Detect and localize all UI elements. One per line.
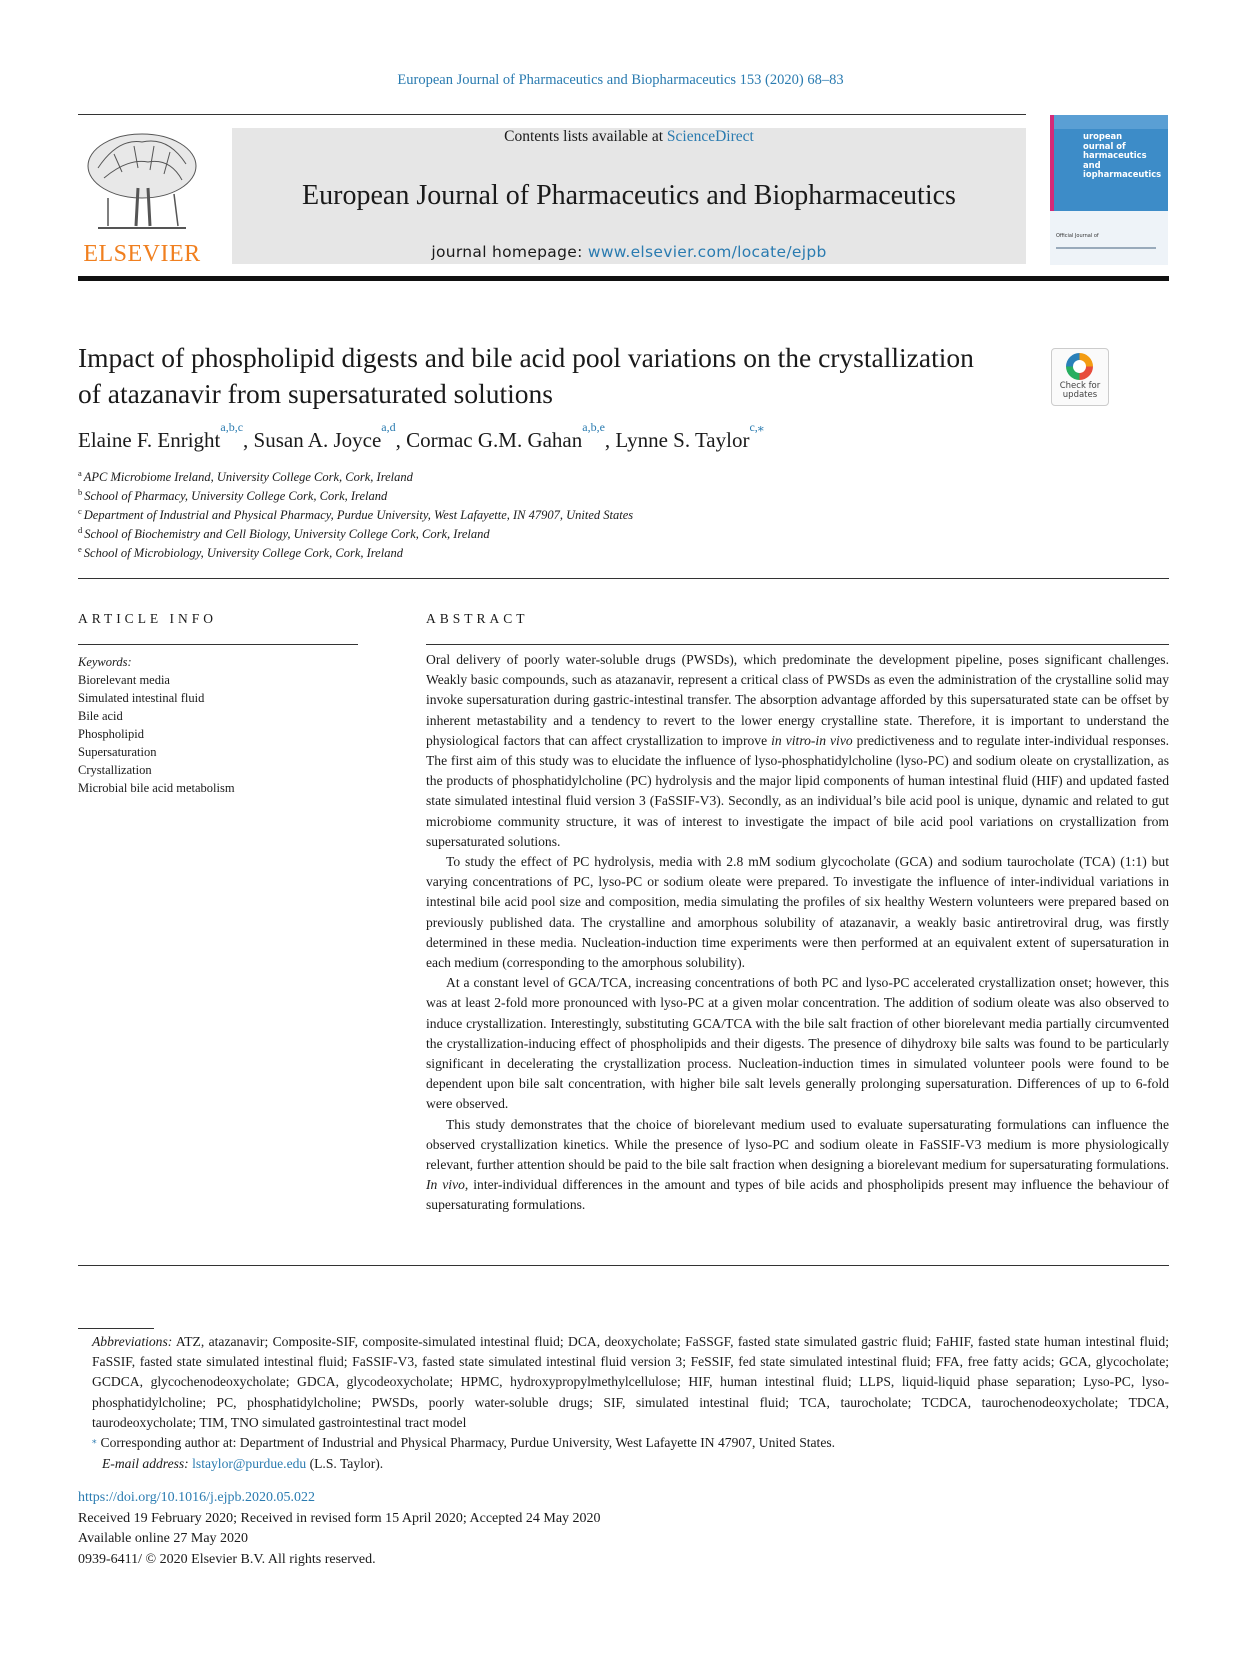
corresponding-text: Corresponding author at: Department of Industrial and Physical Pharmacy, Purdue University, West Lafayette IN 47907, United States. xyxy=(100,1435,836,1451)
header-top-rule xyxy=(78,114,1026,115)
abbreviations-footnote xyxy=(78,1332,1169,1433)
cover-top-band xyxy=(1050,115,1168,129)
journal-homepage-link[interactable]: www.elsevier.com/locate/ejpb xyxy=(587,243,827,261)
abstract-body xyxy=(426,650,1169,1216)
keywords-heading: Keywords: xyxy=(78,655,132,669)
abstract-paragraph xyxy=(426,1115,1169,1216)
keywords-block xyxy=(78,653,358,797)
check-for-updates-icon xyxy=(1066,353,1093,380)
homepage-prefix: journal homepage: xyxy=(431,243,588,261)
homepage-line xyxy=(232,243,1026,261)
section-rule xyxy=(78,578,1169,579)
abstract-italic: in vitro-in vivo xyxy=(771,732,853,748)
cover-accent-stripe xyxy=(1050,115,1054,211)
contents-prefix: Contents lists available at xyxy=(504,128,667,145)
author-affiliation-link[interactable]: a,b,e xyxy=(582,420,605,434)
author-affiliation-link[interactable]: c,⁎ xyxy=(749,420,764,434)
publication-info xyxy=(78,1488,878,1570)
affiliation-item xyxy=(78,525,978,544)
affiliation-key: d xyxy=(78,525,83,535)
cover-official-text: Official Journal of xyxy=(1056,233,1099,239)
affiliation-item xyxy=(78,468,978,487)
check-for-updates-label: Check for updates xyxy=(1059,381,1101,400)
affiliation-text: School of Microbiology, University College Cork, Cork, Ireland xyxy=(83,546,403,560)
affiliation-key: a xyxy=(78,468,82,478)
affiliation-text: APC Microbiome Ireland, University College Cork, Cork, Ireland xyxy=(83,470,413,484)
abstract-rule xyxy=(426,644,1169,645)
footnotes xyxy=(78,1332,1169,1474)
elsevier-logo[interactable] xyxy=(78,128,206,268)
received-dates: Received 19 February 2020; Received in revised form 15 April 2020; Accepted 24 May 2020 xyxy=(78,1510,601,1526)
affiliation-text: School of Biochemistry and Cell Biology, University College Cork, Cork, Ireland xyxy=(84,527,490,541)
journal-citation-link[interactable]: European Journal of Pharmaceutics and Biopharmaceutics 153 (2020) 68–83 xyxy=(397,72,844,88)
affiliations xyxy=(78,468,978,563)
abstract-text: predictiveness and to regulate inter-individual responses. The first aim of this study was to elucidate the influence of lyso-phosphatidylcholine (lyso-PC) and sodium oleate on crystallization, as the products of phosphatidylcholine (PC) hydrolysis and the major lipid components of human intestinal fluid (HIF) and updated fasted state simulated intestinal fluid version 3 (FaSSIF-V3). Secondly, as an individual’s bile acid pool is unique, dynamic and related to gut microbiome community structure, it was of interest to investigate the impact of bile acid pool variations on crystallization from supersaturated solutions. xyxy=(426,732,1170,849)
sciencedirect-link[interactable]: ScienceDirect xyxy=(666,128,754,145)
corresponding-footnote xyxy=(78,1433,1169,1454)
abstract-text: This study demonstrates that the choice of biorelevant medium used to evaluate supersaturating formulations can influence the observed crystallization kinetics. While the presence of lyso-PC and sodium oleate in FaSSIF-V3 medium is more physiologically relevant, further attention should be paid to the bile salt fraction when designing a biorelevant medium for supersaturating formulations. xyxy=(426,1116,1169,1173)
footnote-rule xyxy=(78,1328,154,1329)
abstract-paragraph: At a constant level of GCA/TCA, increasing concentrations of both PC and lyso-PC accelerated crystallization onset; however, this was at least 2-fold more pronounced with lyso-PC at a given molar concentration. The addition of sodium oleate was also observed to induce crystallization. Interestingly, substituting GCA/TCA with the bile salt fraction of other biorelevant media partially circumvented the crystallization-inducing effect of phospholipids and their digests. The presence of dihydroxy bile salts was found to be particularly significant in decelerating the crystallization process. Nucleation-induction times in simulated volunteer pools were found to be dependent upon bile salt concentration, with higher bile salt levels generally prolonging supersaturation. Differences of up to 6-fold were observed. xyxy=(426,975,1169,1112)
abbreviations-label: Abbreviations: xyxy=(92,1334,173,1349)
keyword-item: Supersaturation xyxy=(78,745,157,759)
available-online: Available online 27 May 2020 xyxy=(78,1531,249,1546)
affiliation-item xyxy=(78,487,978,506)
abstract-italic: In vivo xyxy=(426,1177,465,1193)
copyright: 0939-6411/ © 2020 Elsevier B.V. All rights reserved. xyxy=(78,1551,376,1567)
affiliation-key: c xyxy=(78,506,82,516)
author-list xyxy=(78,420,1078,453)
article-title: Impact of phospholipid digests and bile acid pool variations on the crystallization of atazanavir from supersaturated solutions xyxy=(78,342,974,409)
abstract-text: , inter-individual differences in the amount and types of bile acids and phospholipids present may influence the behaviour of supersaturating formulations. xyxy=(426,1177,1169,1213)
author-separator: , xyxy=(604,428,616,452)
journal-banner xyxy=(232,128,1026,264)
abstract-text: Oral delivery of poorly water-soluble drugs (PWSDs), which predominate the development pipeline, poses significant challenges. Weakly basic compounds, such as atazanavir, represent a critical class of PWSDs as even the administration of the crystalline solid may invoke supersaturation during gastric-intestinal transfer. The absorption advantage afforded by this supersaturated state can be offset by inherent metastability and a tendency to revert to the lower energy crystalline state. Therefore, it is important to understand the physiological factors that can affect crystallization to improve xyxy=(426,652,1169,748)
cover-bottom-panel xyxy=(1050,211,1168,265)
keyword-item: Bile acid xyxy=(78,709,123,723)
doi-link[interactable]: https://doi.org/10.1016/j.ejpb.2020.05.022 xyxy=(78,1490,315,1505)
abstract-paragraph xyxy=(426,650,1169,852)
affiliation-item xyxy=(78,506,978,525)
email-suffix: (L.S. Taylor). xyxy=(306,1456,384,1472)
affiliation-text: School of Pharmacy, University College Cork, Cork, Ireland xyxy=(84,489,388,503)
email-label: E-mail address: xyxy=(102,1456,189,1472)
affiliation-key: e xyxy=(78,544,82,554)
article-info-heading: ARTICLE INFO xyxy=(78,611,218,626)
section-rule xyxy=(78,1265,1169,1266)
keyword-item: Simulated intestinal fluid xyxy=(78,691,205,705)
affiliation-key: b xyxy=(78,487,83,497)
abbreviations-text: ATZ, atazanavir; Composite-SIF, composite-simulated intestinal fluid; DCA, deoxycholate; FaSSGF, fasted state simulated gastric fluid; FaHIF, fasted state human intestinal fluid; FaSSIF, fasted state simulated intestinal fluid; FaSSIF-V3, fasted state simulated intestinal fluid version 3; FeSSIF, fed state simulated intestinal fluid; FFA, free fatty acids; GCA, glycocholate; GCDCA, glycochenodeoxycholate; GDCA, glycodeoxycholate; HPMC, hydroxypropylmethylcellulose; HIF, human intestinal fluid; LLPS, liquid-liquid phase separation; Lyso-PC, lyso-phosphatidylcholine; PC, phosphatidylcholine; PWSDs, poorly water-soluble drugs; SIF, simulated intestinal fluid; TCA, taurocholate; TCDCA, taurochenodeoxycholate; TDCA, taurodeoxycholate; TIM, TNO simulated gastrointestinal tract model xyxy=(92,1334,1169,1430)
elsevier-wordmark: ELSEVIER xyxy=(83,241,201,267)
abstract-paragraph: To study the effect of PC hydrolysis, media with 2.8 mM sodium glycocholate (GCA) and sodium taurocholate (TCA) (1:1) but varying concentrations of PC, lyso-PC or sodium oleate were prepared. To investigate the influence of inter-individual variations in intestinal bile acid pool size and composition, media simulating the profiles of six healthy Western volunteers were prepared based on previously published data. The crystalline and amorphous solubility of atazanavir, a weakly basic antiretroviral drug, was firstly determined in these media. Nucleation-induction time experiments were then performed at an equivalent extent of supersaturation in each medium (corresponding to the amorphous solubility). xyxy=(426,854,1169,971)
contents-line xyxy=(232,128,1026,146)
author-separator: , xyxy=(395,428,407,452)
email-link[interactable]: lstaylor@purdue.edu xyxy=(192,1456,307,1472)
author-name: Susan A. Joyce xyxy=(253,428,382,452)
cover-title-line: uropean xyxy=(1083,131,1123,141)
abstract-heading: ABSTRACT xyxy=(426,611,529,626)
email-footnote xyxy=(78,1454,1169,1474)
article-info-rule xyxy=(78,644,358,645)
author-name: Cormac G.M. Gahan xyxy=(406,428,583,452)
author-affiliation-link[interactable]: a,d xyxy=(381,420,396,434)
cover-title-line: ournal of xyxy=(1083,140,1126,151)
keyword-item: Crystallization xyxy=(78,763,152,777)
header-thick-rule xyxy=(78,276,1169,281)
author-separator: , xyxy=(243,428,254,452)
journal-cover-thumbnail[interactable] xyxy=(1050,115,1168,265)
keyword-item: Biorelevant media xyxy=(78,673,170,687)
elsevier-tree-icon xyxy=(78,128,206,236)
author-name: Lynne S. Taylor xyxy=(615,428,750,452)
cover-bottom-line xyxy=(1056,247,1156,249)
affiliation-text: Department of Industrial and Physical Pharmacy, Purdue University, West Lafayette, IN 47907, United States xyxy=(83,508,634,522)
keyword-item: Microbial bile acid metabolism xyxy=(78,781,235,795)
journal-name: European Journal of Pharmaceutics and Biopharmaceutics xyxy=(302,180,956,211)
author-affiliation-link[interactable]: a,b,c xyxy=(220,420,244,434)
cover-title-line: harmaceutics and xyxy=(1083,150,1147,170)
author-name: Elaine F. Enright xyxy=(78,428,221,452)
affiliation-item xyxy=(78,544,978,563)
keyword-item: Phospholipid xyxy=(78,727,144,741)
corresponding-mark: ⁎ xyxy=(92,1435,97,1446)
cover-title xyxy=(1083,132,1167,180)
cover-title-line: iopharmaceutics xyxy=(1083,169,1162,179)
check-for-updates-button[interactable] xyxy=(1051,348,1109,406)
